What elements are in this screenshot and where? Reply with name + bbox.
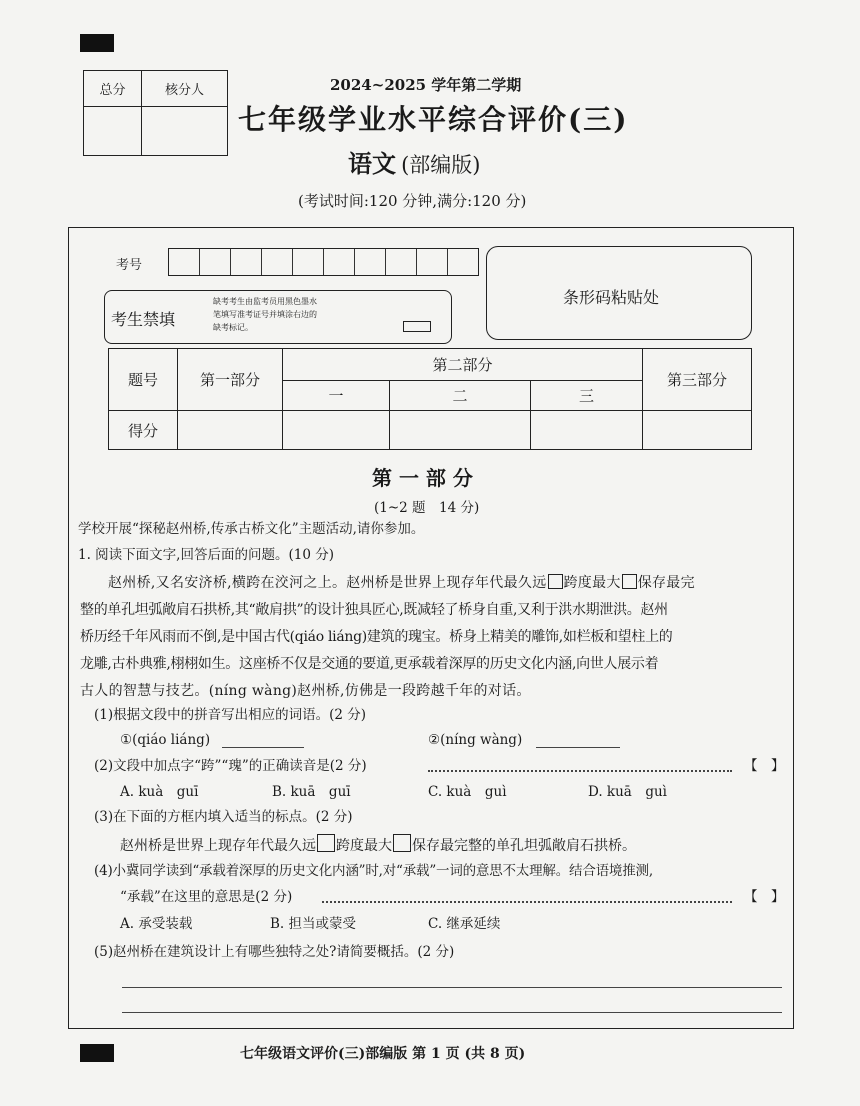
total-score-table	[83, 70, 228, 156]
score-cell-part2-2[interactable]	[390, 411, 531, 450]
part1-header: 第一部分	[178, 349, 283, 411]
forbidden-label: 考生禁填	[111, 310, 176, 329]
subq-4-bracket[interactable]: 【 】	[744, 889, 785, 905]
registration-mark-top	[80, 34, 114, 52]
activity-intro: 学校开展“探秘赵州桥,传承古桥文化”主题活动,请你参加。	[78, 521, 425, 537]
reviewer-label: 核分人	[142, 71, 228, 107]
forbidden-note: 缺考考生由监考员用黑色墨水 笔填写准考证号并填涂右边的 缺考标记。	[213, 297, 317, 332]
subq-4-option-a[interactable]: A. 承受装载	[120, 916, 193, 932]
subq-2-option-b[interactable]: B. kuā guī	[272, 784, 351, 800]
forbidden-box	[104, 290, 452, 344]
part2-sub3: 三	[531, 381, 643, 411]
row-label-question: 题号	[109, 349, 178, 411]
subq-1: (1)根据文段中的拼音写出相应的词语。(2 分)	[94, 707, 367, 723]
exam-info: (考试时间:120 分钟,满分:120 分)	[298, 192, 527, 210]
page-footer: 七年级语文评价(三)部编版 第 1 页 (共 8 页)	[240, 1046, 526, 1062]
score-cell-part2-3[interactable]	[531, 411, 643, 450]
subq-2-option-c[interactable]: C. kuà guì	[428, 784, 507, 800]
subq-1-a-answer-line[interactable]	[222, 747, 304, 748]
registration-mark-bottom	[80, 1044, 114, 1062]
punct-box-2[interactable]	[622, 574, 637, 589]
punct-box-1[interactable]	[548, 574, 563, 589]
total-score-cell[interactable]	[84, 107, 142, 156]
score-cell-part1[interactable]	[178, 411, 283, 450]
subject: 语文	[348, 149, 396, 178]
total-score-label: 总分	[84, 71, 142, 107]
subq-2: (2)文段中加点字“跨”“瑰”的正确读音是(2 分)	[94, 758, 367, 774]
exam-title: 七年级学业水平综合评价(三)	[238, 103, 629, 136]
passage: 赵州桥,又名安济桥,横跨在洨河之上。赵州桥是世界上现存年代最久远 跨度最大 保存最完 整的单孔坦弧敞肩石拱桥,其“敞肩拱”的设计独具匠心,既减轻了桥身自重,又利于洪水期泄洪。赵州 桥历经千年风雨而不倒,是中国古代(qiáo liáng)建筑的瑰宝。桥身上精美的雕饰,如栏板和望柱上的 龙雕,古朴典雅,栩栩如生。这座桥不仅是交通的要道,更承载着深厚的历史文化内涵,向世人展示着 古人的智慧与技艺。(níng wàng)赵州桥,仿佛是一段跨越千年的对话。	[80, 575, 695, 699]
score-cell-part3[interactable]	[643, 411, 752, 450]
reviewer-cell[interactable]	[142, 107, 228, 156]
subq-5: (5)赵州桥在建筑设计上有哪些独特之处?请简要概括。(2 分)	[94, 944, 455, 960]
section-score-grid	[108, 348, 752, 450]
semester: 2024~2025 学年第二学期	[330, 76, 522, 94]
subq-4: (4)小冀同学读到“承载着深厚的历史文化内涵”时,对“承载”一词的意思不太理解。结合语境推测,	[94, 863, 653, 879]
part2-sub2: 二	[390, 381, 531, 411]
subq-2-bracket[interactable]: 【 】	[744, 758, 785, 774]
subject-line	[348, 144, 480, 179]
absent-mark-box[interactable]	[403, 321, 431, 332]
subq-1-a-label: ①(qiáo liáng)	[120, 732, 211, 748]
subq-4-option-b[interactable]: B. 担当或蒙受	[270, 916, 357, 932]
section-range: (1~2 题 14 分)	[374, 500, 480, 516]
subq-2-option-a[interactable]: A. kuà guī	[120, 784, 199, 800]
barcode-label: 条形码粘贴处	[563, 288, 660, 307]
subq-5-answer-line-2[interactable]	[122, 1012, 782, 1013]
subq-2-dots	[428, 770, 732, 772]
part3-header: 第三部分	[643, 349, 752, 411]
section-title: 第 一 部 分	[372, 466, 473, 490]
edition: (部编版)	[401, 153, 481, 177]
exam-number-label: 考号	[116, 258, 143, 273]
subq-4-option-c[interactable]: C. 继承延续	[428, 916, 501, 932]
subq-3-text: 赵州桥是世界上现存年代最久远 跨度最大 保存最完整的单孔坦弧敞肩石拱桥。	[120, 834, 636, 856]
question-1-title: 1. 阅读下面文字,回答后面的问题。(10 分)	[78, 547, 334, 563]
subq-5-answer-line-1[interactable]	[122, 987, 782, 988]
subq-2-option-d[interactable]: D. kuā guì	[588, 784, 668, 800]
part2-header: 第二部分	[283, 349, 643, 381]
part2-sub1: 一	[283, 381, 390, 411]
subq-1-b-label: ②(níng wàng)	[428, 732, 523, 748]
subq-4-dots	[322, 901, 732, 903]
subq-3: (3)在下面的方框内填入适当的标点。(2 分)	[94, 809, 353, 825]
subq-1-b-answer-line[interactable]	[536, 747, 620, 748]
exam-number-boxes[interactable]	[168, 248, 479, 276]
barcode-area	[486, 246, 752, 340]
subq-3-box-1[interactable]	[317, 834, 335, 852]
subq-4-line2: “承载”在这里的意思是(2 分)	[120, 889, 293, 905]
subq-3-box-2[interactable]	[393, 834, 411, 852]
score-cell-part2-1[interactable]	[283, 411, 390, 450]
row-label-score: 得分	[109, 411, 178, 450]
